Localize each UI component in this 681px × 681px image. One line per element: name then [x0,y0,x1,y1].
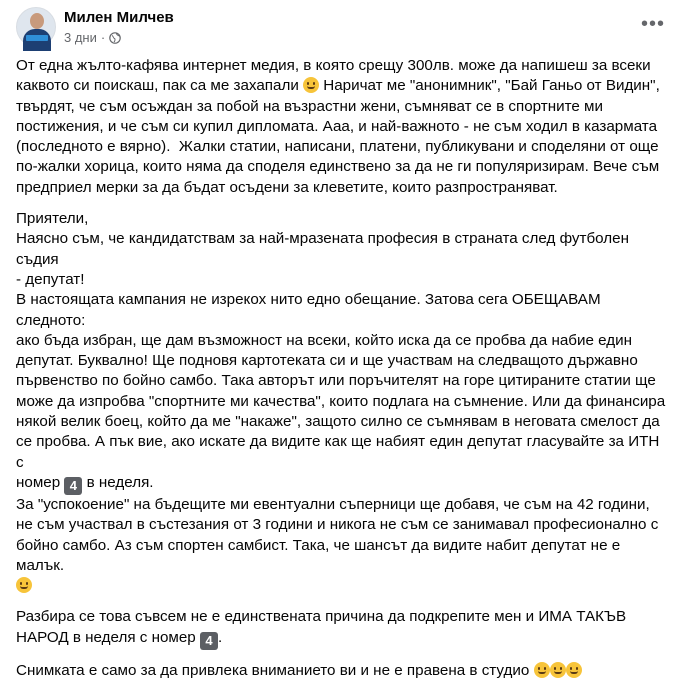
paragraph-2-text-b: в неделя. За "успокоение" на бъдещите ми евентуални съперници ще добавя, че съм на 42 години, не съм участвал в състезания от 3 години и никога не съм се занимавал професионално с бойно самбо. Аз съм спортен самбист. Така, че шансът да видите набит депутат не е малък. [16,473,659,574]
paragraph-4-text: Снимката е само за да привлека вниманието ви и не е правена в студио [16,661,534,679]
avatar-badge [26,35,48,41]
keycap-4-icon: 4 [200,632,218,650]
post-content [16,56,667,681]
more-options-icon[interactable]: ••• [640,13,665,35]
globe-icon [109,32,121,44]
post-paragraph-4 [16,661,667,681]
post-timestamp[interactable]: 3 дни [64,30,97,45]
rofl-emoji-icon [566,662,582,678]
winking-emoji-icon [16,577,32,593]
author-avatar[interactable] [16,7,56,47]
post-time-row [64,30,174,46]
post-paragraph-3 [16,607,667,649]
post-meta [64,7,174,46]
paragraph-3-text-b: . [217,628,223,646]
meta-separator: · [100,30,106,45]
author-name[interactable]: Милен Милчев [64,9,174,26]
paragraph-3-text-a: Разбира се това съвсем не е единствената причина да подкрепите мен и ИМА ТАКЪВ НАРОД в неделя с номер [16,608,627,646]
post-header [16,7,174,47]
grinning-sweat-emoji-icon [303,77,319,93]
paragraph-2-text-a: Приятели, Наясно съм, че кандидатствам за най-мразената професия в страната след футболен съдия - депутат! В настоящата кампания не изрекох нито едно обещание. Затова сега ОБЕЩАВАМ следното: ако бъда избран, ще дам възможност на всеки, който иска да се пробва да набие един депутат. Буквално! Ще подновя картотеката си и ще участвам на следващото държавно първенство по бойно самбо. Така авторът или поръчителят на горе цитираните статии ще може да изпробва "спортните ми качества", които подлага на съмнение. Или да финансира някой велик боец, който да ме "накаже", защото силно се съмнявам в неговата смелост да се пробва. А пък вие, ако искате да видите как ще набият един депутат гласувайте за ИТН с номер [16,210,666,491]
avatar-head [30,13,44,29]
post-paragraph-1 [16,56,667,198]
paragraph-1-text-a: От една жълто-кафява интернет медия, в която срещу 300лв. може да напишеш за всеки каквото си поискаш, пак са ме захапали [16,57,651,95]
rofl-emoji-icon [550,662,566,678]
keycap-4-icon: 4 [64,477,82,495]
post-paragraph-2 [16,209,667,596]
paragraph-1-text-b: Наричат ме "анонимник", "Бай Ганьо от Видин", твърдят, че съм осъждан за побой на възрастни жени, съмняват се в спортните ми постижения, и че съм си купил дипломата. Ааа, и най-важното - не съм ходил в казармата (последното е вярно). Жалки статии, написани, платени, публикувани и споделяни от още по-жалки хорица, които няма да споделя единствено за да не ги популяризирам. Вече съм предприел мерки за да бъдат осъдени за клеветите, които разпространяват. [16,77,660,196]
rofl-emoji-icon [534,662,550,678]
